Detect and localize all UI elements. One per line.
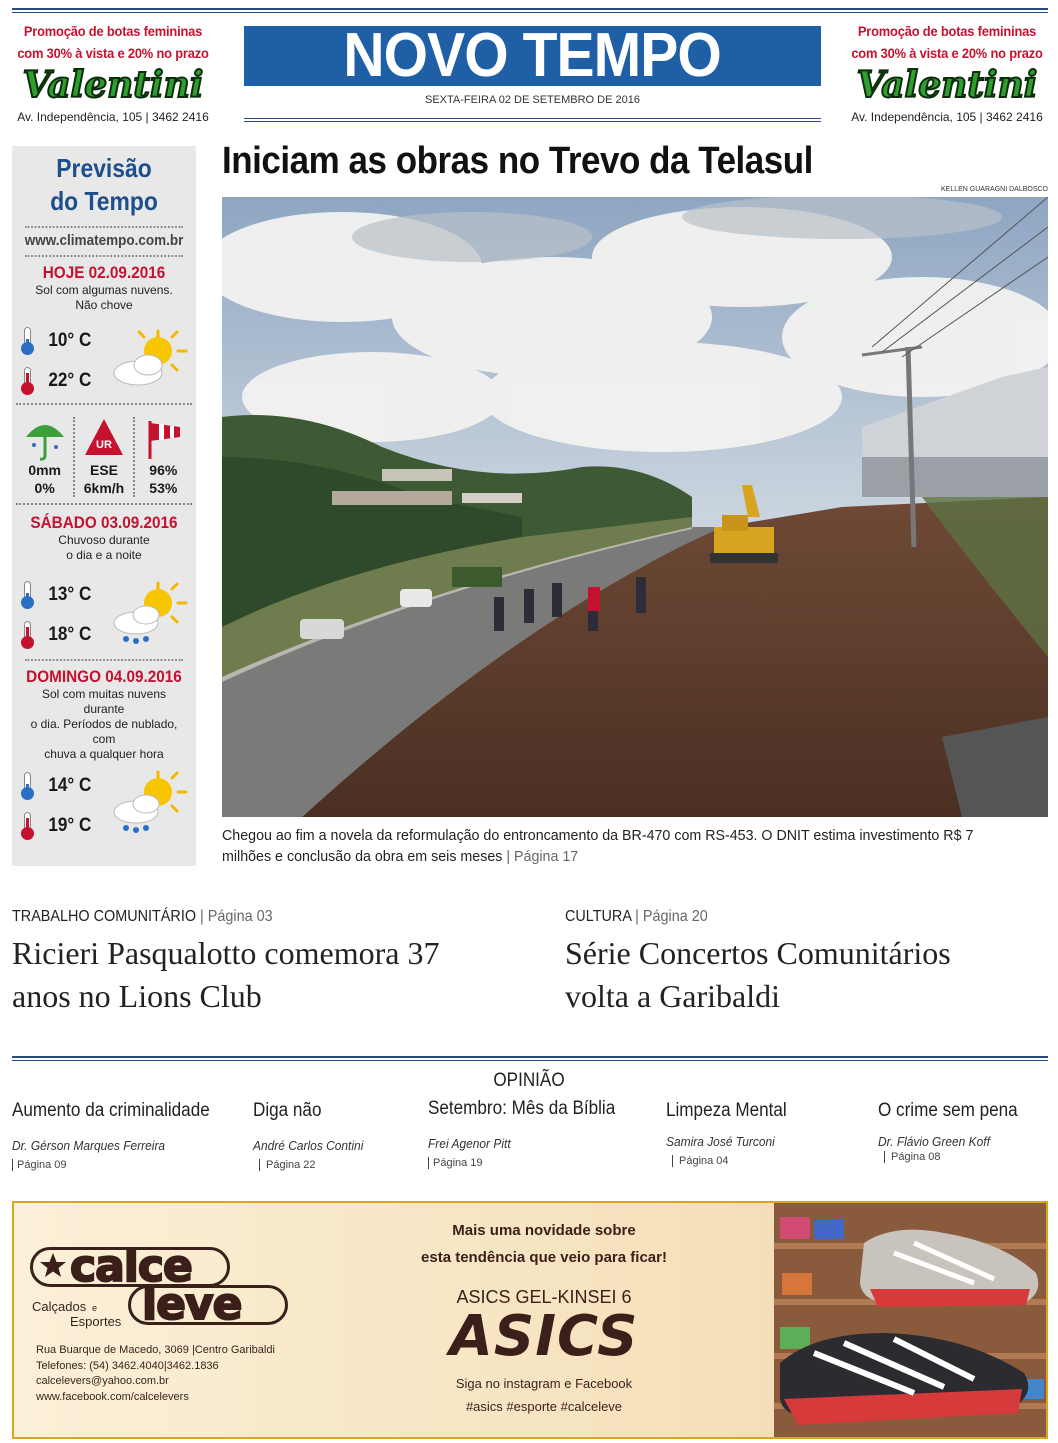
sneakers-photo — [774, 1203, 1048, 1439]
thermometer-cold-icon — [20, 581, 34, 609]
opinion-heading: OPINIÃO — [493, 1070, 565, 1091]
logo-sub-esportes: Esportes — [70, 1314, 122, 1329]
section-rule-thin — [12, 1060, 1048, 1061]
story-section: TRABALHO COMUNITÁRIO — [12, 908, 197, 925]
weather-stats — [16, 403, 192, 505]
shoe-model: ASICS GEL-KINSEI 6 — [456, 1287, 632, 1307]
store-email[interactable]: calcelevers@yahoo.com.br — [36, 1375, 169, 1387]
opinion-author: Dr. Flávio Green Koff — [878, 1134, 990, 1149]
desc-line: Sol com algumas nuvens. — [35, 283, 173, 297]
humidity-stat — [133, 417, 192, 497]
partly-cloudy-icon — [108, 327, 188, 391]
thermometer-hot-icon — [20, 621, 34, 649]
main-story-photo[interactable] — [222, 197, 1048, 817]
opinion-author: Samira José Turconi — [666, 1134, 775, 1149]
opinion-item[interactable] — [428, 1098, 636, 1169]
star-icon — [38, 1251, 68, 1286]
masthead-rule — [244, 118, 821, 119]
weather-forecast-panel — [12, 146, 196, 866]
max-temp: 22° C — [48, 370, 92, 391]
weather-title-line2: do Tempo — [50, 186, 158, 216]
story-title-line: Série Concertos Comunitários — [565, 935, 951, 971]
opinion-title: Limpeza Mental — [666, 1100, 787, 1121]
ad-brand-logo: Valentini — [22, 64, 204, 106]
opinion-page: Página 19 — [428, 1157, 636, 1169]
opinion-item[interactable] — [253, 1100, 373, 1171]
story-title-line: volta a Garibaldi — [565, 978, 781, 1014]
rain-stat — [16, 417, 73, 497]
opinion-page: Página 09 — [12, 1159, 232, 1171]
thermometer-hot-icon — [20, 812, 34, 840]
humidity-max: 96% — [149, 462, 178, 478]
thermometer-hot-icon — [20, 367, 34, 395]
min-temp: 10° C — [48, 330, 92, 351]
min-temp: 13° C — [48, 584, 92, 605]
issue-date: SEXTA-FEIRA 02 DE SETEMBRO DE 2016 — [425, 94, 640, 106]
ad-promo-line1: Promoção de botas femininas — [857, 23, 1037, 39]
max-temp: 19° C — [48, 815, 92, 836]
opinion-author: André Carlos Contini — [253, 1138, 364, 1153]
wind-speed: 6km/h — [83, 480, 125, 496]
desc-line: o dia e a noite — [66, 548, 142, 562]
max-temp: 18° C — [48, 624, 92, 645]
weather-title — [23, 152, 185, 218]
calce-leve-ad[interactable] — [12, 1201, 1048, 1439]
weather-temps-today — [12, 321, 196, 403]
asics-promo — [394, 1217, 694, 1418]
max-temp-row — [20, 812, 94, 840]
opinion-item[interactable] — [666, 1100, 800, 1167]
min-temp-row — [20, 581, 94, 609]
ad-promo-line2: com 30% à vista e 20% no prazo — [851, 45, 1043, 61]
opinion-author: Frei Agenor Pitt — [428, 1136, 511, 1151]
masthead-title: NOVO TEMPO — [343, 21, 722, 90]
story-page: | Página 03 — [200, 908, 273, 925]
min-temp: 14° C — [48, 775, 92, 796]
logo-sub-calcados: Calçados — [32, 1299, 87, 1314]
top-rule-thin — [12, 12, 1048, 13]
weather-day-saturday: SÁBADO 03.09.2016 — [30, 513, 178, 532]
story-section: CULTURA — [565, 908, 632, 925]
story-kicker — [12, 908, 462, 926]
story-title-line: anos no Lions Club — [12, 978, 262, 1014]
opinion-page — [253, 1159, 373, 1171]
min-temp-row — [20, 772, 94, 800]
opinion-title: Aumento da criminalidade — [12, 1100, 210, 1121]
masthead[interactable] — [244, 21, 821, 90]
ad-brand-logo: Valentini — [856, 64, 1038, 106]
caption-page-link[interactable]: | Página 17 — [506, 848, 579, 865]
wind-direction: ESE — [89, 462, 118, 478]
ad-promo-line2: com 30% à vista e 20% no prazo — [17, 45, 209, 61]
masthead-rule-2 — [244, 121, 821, 122]
opinion-title: Diga não — [253, 1100, 322, 1121]
story-title — [12, 932, 512, 1018]
max-temp-row — [20, 621, 94, 649]
weather-site-link[interactable]: www.climatempo.com.br — [25, 226, 183, 249]
ad-tagline-1: Mais uma novidade sobre — [452, 1222, 636, 1239]
story-kicker — [565, 908, 1015, 926]
ur-label: UR — [96, 439, 112, 451]
section-rule — [12, 1056, 1048, 1058]
weather-day-today: HOJE 02.09.2016 — [25, 255, 183, 283]
social-line-1: Siga no instagram e Facebook — [455, 1376, 633, 1391]
ad-promo-line1: Promoção de botas femininas — [23, 23, 203, 39]
opinion-page — [666, 1155, 800, 1167]
humidity-badge-icon — [83, 417, 125, 461]
min-temp-row — [20, 327, 94, 355]
opinion-item[interactable] — [878, 1100, 1033, 1163]
story-page: | Página 20 — [635, 908, 708, 925]
story-title-line: Ricieri Pasqualotto comemora 37 — [12, 935, 440, 971]
opinion-page-text: Página 22 — [259, 1159, 316, 1171]
caption-text: Chegou ao fim a novela da reformulação do entroncamento da BR-470 com RS-453. O DNIT estima investimento R$ 7 milhões e conclusão da obra em seis meses — [222, 827, 974, 865]
ad-address: Av. Independência, 105 | 3462 2416 — [851, 110, 1043, 124]
max-temp-row — [20, 367, 94, 395]
header-ad-right[interactable] — [842, 20, 1052, 124]
weather-desc-saturday — [12, 533, 196, 563]
social-line-2: #asics #esporte #calceleve — [465, 1399, 623, 1414]
opinion-page-text: Página 08 — [884, 1151, 941, 1163]
sun-rain-cloud-icon — [108, 581, 188, 645]
desc-line: Chuvoso durante — [58, 533, 150, 547]
ad-social — [394, 1372, 694, 1418]
main-photo-caption — [222, 825, 1007, 867]
opinion-title: O crime sem pena — [878, 1100, 1018, 1121]
weather-desc-today — [12, 283, 196, 313]
logo-sub-e: e — [92, 1303, 98, 1313]
store-address: Rua Buarque de Macedo, 3069 |Centro Garibaldi — [36, 1344, 275, 1356]
weather-day-sunday: DOMINGO 04.09.2016 — [25, 659, 183, 687]
main-headline-text: Iniciam as obras no Trevo da Telasul — [222, 140, 813, 182]
story-lions-club[interactable] — [12, 908, 512, 1018]
store-info — [36, 1343, 275, 1405]
main-headline[interactable] — [222, 140, 1048, 183]
thermometer-cold-icon — [20, 772, 34, 800]
ad-tagline-2: esta tendência que veio para ficar! — [421, 1249, 667, 1266]
weather-title-line1: Previsão — [56, 153, 152, 183]
opinion-page — [878, 1151, 1033, 1163]
calce-leve-logo — [30, 1241, 292, 1330]
store-facebook[interactable]: www.facebook.com/calcelevers — [36, 1390, 189, 1403]
opinion-title: Setembro: Mês da Bíblia — [428, 1098, 616, 1119]
rain-pct: 0% — [34, 480, 55, 496]
desc-line: Sol com muitas nuvens durante — [41, 687, 167, 716]
asics-logo: ASICS — [449, 1304, 639, 1369]
opinion-author: Dr. Gérson Marques Ferreira — [12, 1138, 166, 1153]
weather-temps-saturday — [12, 571, 196, 653]
logo-word-calce: calce — [70, 1241, 192, 1292]
header-ad-left[interactable] — [8, 20, 218, 124]
rain-mm: 0mm — [28, 462, 61, 478]
photo-credit: KELLEN GUARAGNI DALBOSCO — [941, 186, 1048, 193]
ad-address: Av. Independência, 105 | 3462 2416 — [17, 110, 209, 124]
story-concertos[interactable] — [565, 908, 1058, 1018]
humidity-min: 53% — [149, 480, 178, 496]
opinion-item[interactable] — [12, 1100, 232, 1171]
wind-stat — [73, 417, 132, 497]
desc-line: Não chove — [75, 298, 133, 312]
desc-line: chuva a qualquer hora — [44, 747, 164, 761]
store-phones: Telefones: (54) 3462.4040|3462.1836 — [36, 1359, 219, 1372]
thermometer-cold-icon — [20, 327, 34, 355]
logo-word-leve: leve — [142, 1279, 242, 1330]
umbrella-icon — [24, 417, 66, 461]
sun-rain-cloud-icon — [108, 770, 188, 834]
weather-temps-sunday — [12, 766, 196, 848]
top-rule — [12, 8, 1048, 10]
desc-line: o dia. Períodos de nublado, com — [30, 717, 178, 746]
story-title — [565, 932, 1058, 1018]
opinion-page-text: Página 04 — [672, 1155, 729, 1167]
windsock-icon — [142, 417, 184, 461]
weather-desc-sunday — [12, 687, 196, 762]
